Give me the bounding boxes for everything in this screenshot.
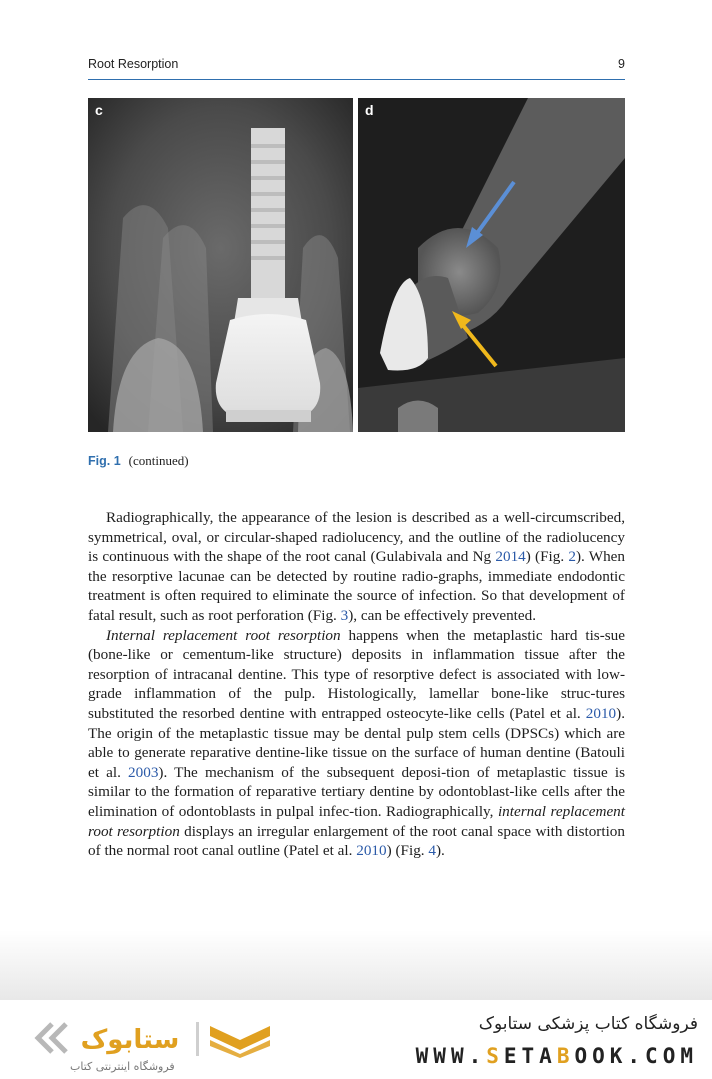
store-footer xyxy=(0,1000,712,1079)
page-bottom-shadow xyxy=(0,930,712,1000)
text-run: ). When the resorptive lacunae can be detected by routine radio-graphs, immediate endodontic treatment is often required to eliminate the source of infection. So that development of fatal result, such as root perforation (Fig. xyxy=(88,548,626,624)
paragraph-1 xyxy=(88,508,625,626)
text-run: ), can be effectively prevented. xyxy=(348,606,537,624)
store-url-link[interactable] xyxy=(416,1044,698,1068)
figure-caption-text: (continued) xyxy=(128,453,189,468)
text-run: ). The mechanism of the subsequent deposi-tion of metaplastic tissue is similar to the formation of reparative tertiary dentine by odontoblast-like cells after the elimination of odontoblasts in pulpal infec-tion. Radiographically, xyxy=(88,763,625,820)
url-highlight: B xyxy=(556,1044,575,1068)
figure-label: Fig. 1 xyxy=(88,454,121,468)
page-number: 9 xyxy=(618,57,625,71)
setabook-logo-icon xyxy=(30,1018,280,1058)
italic-term: internal replacement root resorption xyxy=(88,802,625,840)
text-run: ) (Fig. xyxy=(386,842,429,860)
panel-label-d: d xyxy=(365,102,374,118)
figure-link[interactable]: 3 xyxy=(340,606,349,624)
text-run: displays an irregular enlargement of the root canal space with distortion of the normal root canal outline (Patel et al. xyxy=(88,822,625,860)
store-title: فروشگاه کتاب پزشکی ستابوک xyxy=(478,1014,698,1034)
text-run: ). The origin of the metaplastic tissue may be dental pulp stem cells (DPSCs) which are able to generate reparative dentine-like tissue on the surface of human dentine (Batouli et al. xyxy=(88,704,625,781)
citation-link[interactable]: 2010 xyxy=(585,704,617,722)
running-title: Root Resorption xyxy=(88,57,179,71)
url-part: ETA xyxy=(503,1044,557,1068)
url-highlight: S xyxy=(486,1044,504,1068)
citation-link[interactable]: 2010 xyxy=(356,842,387,860)
italic-term: Internal replacement root resorption xyxy=(106,626,341,644)
cbct-slice-image xyxy=(358,98,625,432)
figure-link[interactable]: 4 xyxy=(428,842,436,860)
figure-caption xyxy=(88,453,189,469)
body-text xyxy=(88,508,625,861)
url-part: OOK.COM xyxy=(574,1044,698,1068)
figure-link[interactable]: 2 xyxy=(568,548,576,566)
logo-subtitle: فروشگاه اینترنتی کتاب xyxy=(70,1060,175,1073)
radiograph-implant-image xyxy=(88,98,353,432)
paragraph-2 xyxy=(88,626,625,861)
running-header xyxy=(88,55,625,80)
url-part: WWW. xyxy=(415,1044,487,1068)
panel-label-c: c xyxy=(95,102,103,118)
text-run: ). xyxy=(435,842,445,860)
figure-panel-d xyxy=(358,98,625,432)
store-logo[interactable] xyxy=(30,1018,280,1074)
text-run: Radiographically, the appearance of the lesion is described as a well-circumscribed, symmetrical, oval, or circular-shaped radiolucency, and the outline of the radiolucency is continuous with the shape of the root canal (Gulabivala and Ng xyxy=(88,509,625,566)
citation-link[interactable]: 2014 xyxy=(495,548,526,566)
figure-panel-c xyxy=(88,98,353,432)
text-run: ) (Fig. xyxy=(525,548,569,566)
citation-link[interactable]: 2003 xyxy=(128,763,159,781)
text-run: happens when the metaplastic hard tis-sue (bone-like or cementum-like structure) deposits in inflammation tissue after the resorption of intracanal dentine. This type of resorptive defect is associated with low-grade inflammation of the pulp. Histologically, lamellar bone-like struc-tures substituted the resorbed dentine with entrapped osteocyte-like cells (Patel et al. xyxy=(88,626,626,722)
logo-wordmark: ستابوک xyxy=(80,1025,180,1055)
